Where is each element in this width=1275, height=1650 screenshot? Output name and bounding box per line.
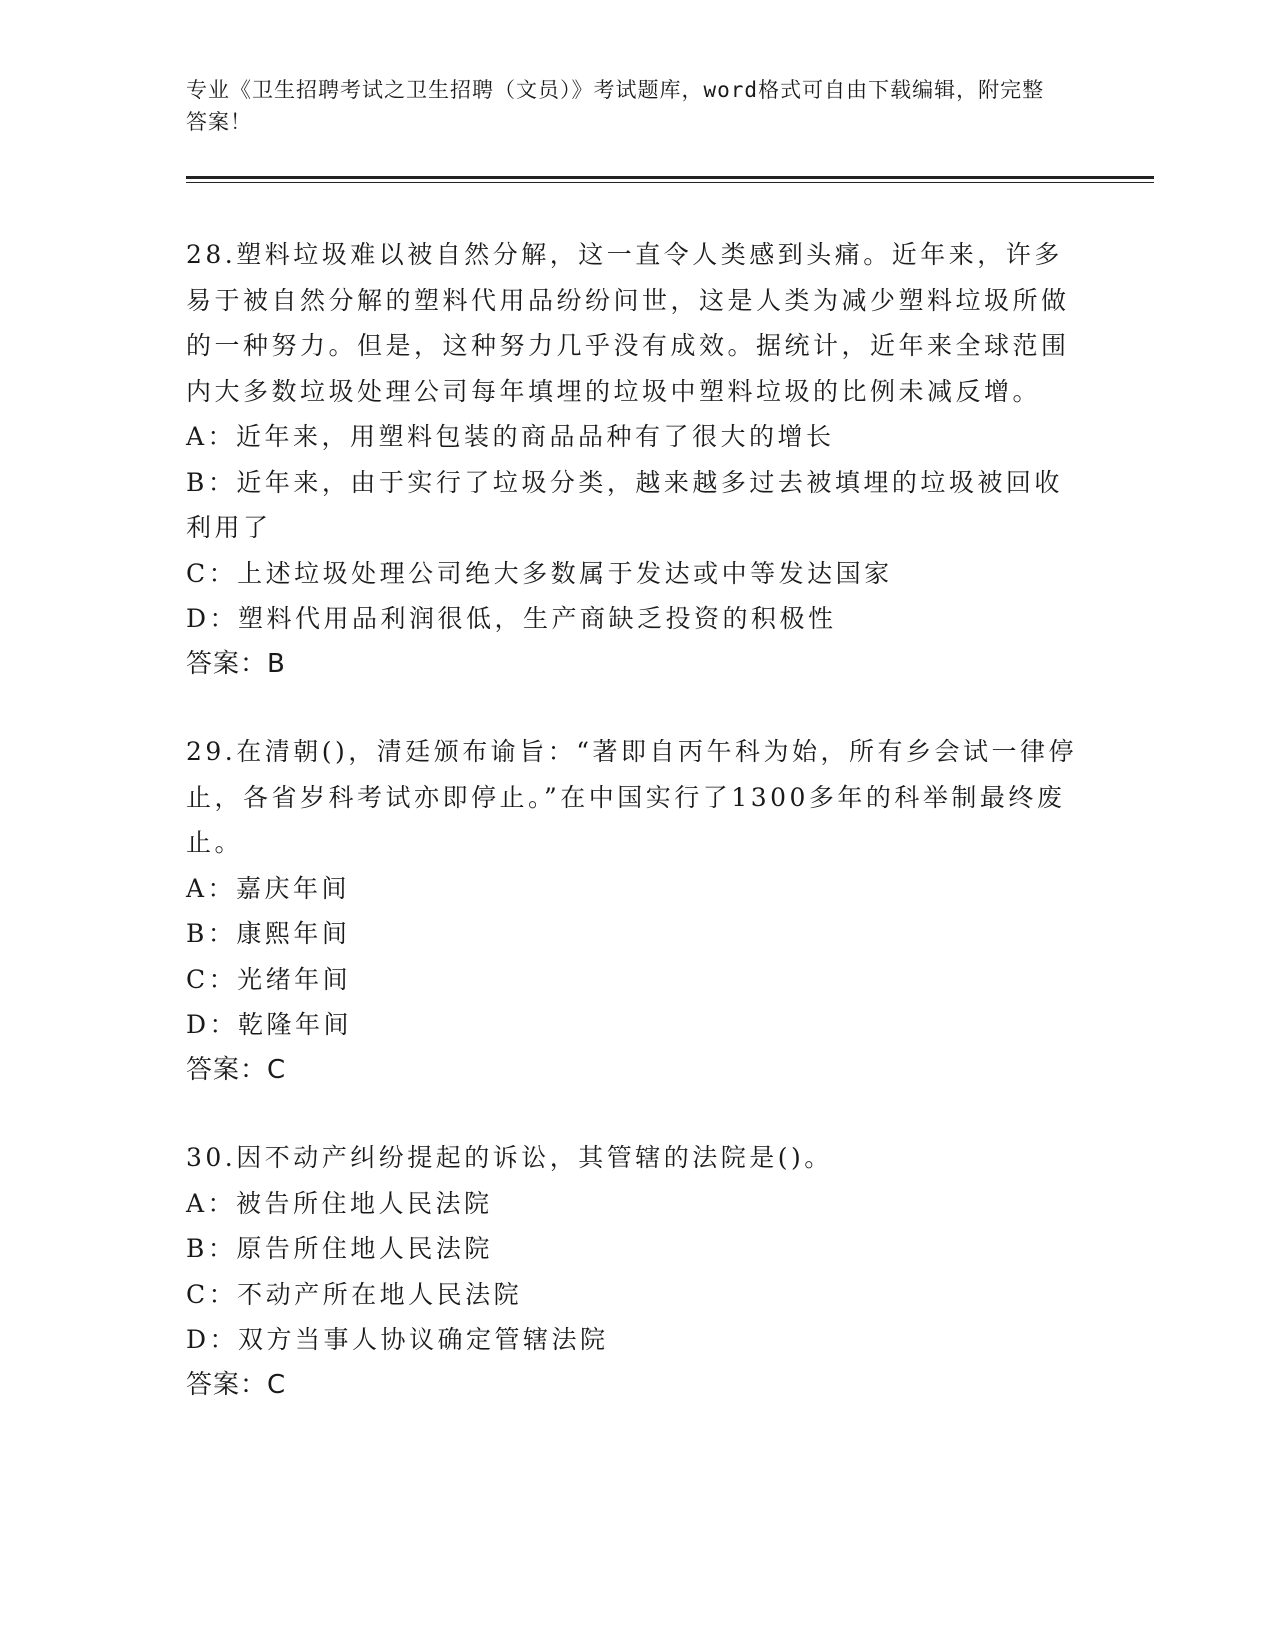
question-30 — [186, 1135, 1086, 1408]
question-list — [186, 232, 1086, 1450]
option-c: C：光绪年间 — [186, 964, 352, 994]
option-b: B：近年来，由于实行了垃圾分类，越来越多过去被填埋的垃圾被回收利用了 — [186, 467, 1063, 542]
header-title: 专业《卫生招聘考试之卫生招聘（文员）》考试题库，word格式可自由下载编辑，附完整答案！ — [186, 78, 1045, 134]
option-c: C：上述垃圾处理公司绝大多数属于发达或中等发达国家 — [186, 558, 893, 588]
question-stem: 28.塑料垃圾难以被自然分解，这一直令人类感到头痛。近年来，许多易于被自然分解的塑料代用品纷纷问世，这是人类为减少塑料垃圾所做的一种努力。但是，这种努力几乎没有成效。据统计，近年来全球范围内大多数垃圾处理公司每年填埋的垃圾中塑料垃圾的比例未减反增。 — [186, 240, 1070, 406]
question-stem: 29.在清朝()，清廷颁布谕旨：“著即自丙午科为始，所有乡会试一律停止，各省岁科考试亦即停止。”在中国实行了1300多年的科举制最终废止。 — [186, 737, 1078, 857]
option-d: D：乾隆年间 — [186, 1010, 353, 1039]
option-a: A：嘉庆年间 — [186, 873, 351, 903]
answer-line: 答案：C — [186, 1369, 287, 1400]
document-header — [186, 74, 1066, 138]
question-29 — [186, 729, 1086, 1093]
header-divider — [186, 176, 1154, 179]
option-a: A：被告所住地人民法院 — [186, 1188, 493, 1218]
option-a: A：近年来，用塑料包装的商品品种有了很大的增长 — [186, 422, 835, 451]
option-c: C：不动产所在地人民法院 — [186, 1279, 523, 1309]
option-d: D：双方当事人协议确定管辖法院 — [186, 1325, 609, 1354]
option-d: D：塑料代用品利润很低，生产商缺乏投资的积极性 — [186, 604, 837, 633]
answer-line: 答案：B — [186, 648, 286, 679]
answer-line: 答案：C — [186, 1054, 287, 1085]
question-28 — [186, 232, 1086, 687]
option-b: B：原告所住地人民法院 — [186, 1234, 493, 1263]
option-b: B：康熙年间 — [186, 919, 351, 948]
header-divider-thin — [186, 182, 1154, 183]
question-stem: 30.因不动产纠纷提起的诉讼，其管辖的法院是()。 — [186, 1143, 833, 1172]
